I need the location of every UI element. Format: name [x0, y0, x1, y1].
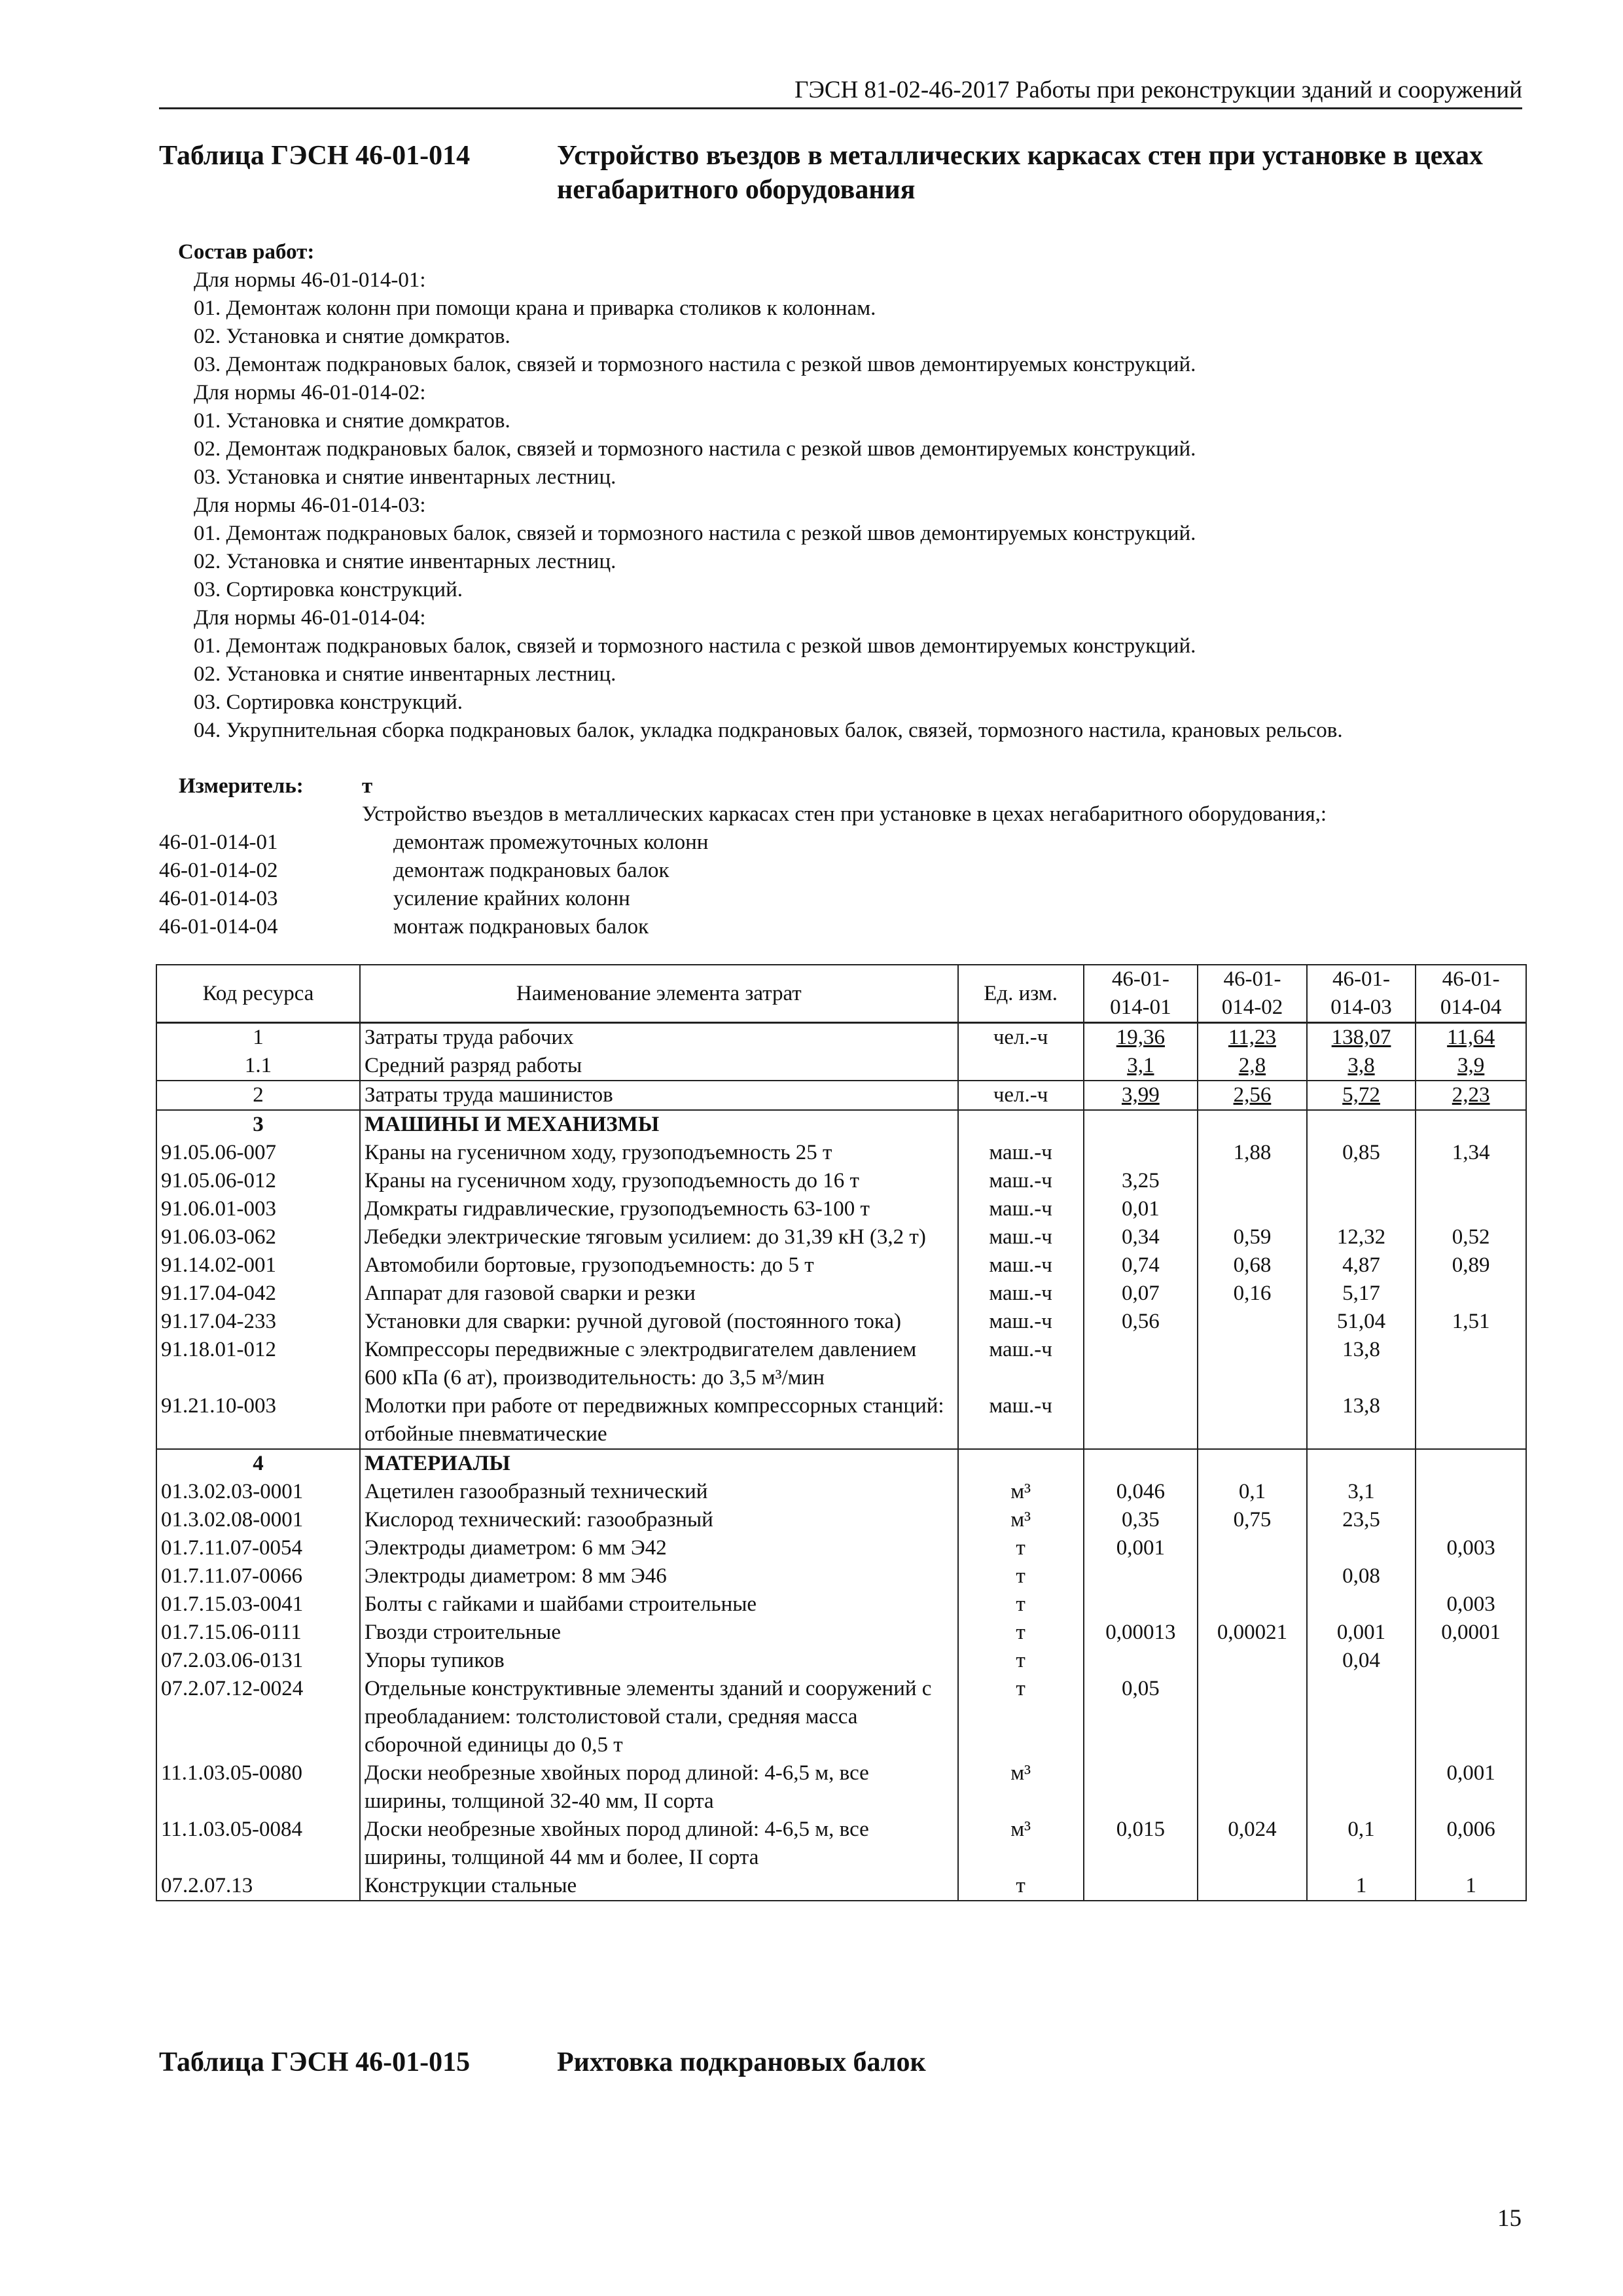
norm-value: 23,5 — [1307, 1506, 1416, 1534]
norm-value — [1416, 1562, 1526, 1590]
norm-value: 0,35 — [1084, 1506, 1198, 1534]
norm-value — [1084, 1449, 1198, 1478]
table-row — [156, 1872, 1526, 1901]
cost-element-name: Ацетилен газообразный технический — [360, 1478, 958, 1506]
norm-value — [1307, 1534, 1416, 1562]
unit-of-measure: т — [958, 1562, 1084, 1590]
norm-value: 19,36 — [1084, 1023, 1198, 1052]
norm-value — [1416, 1195, 1526, 1223]
table-row — [156, 1449, 1526, 1478]
unit-of-measure: чел.-ч — [958, 1081, 1084, 1110]
measure-unit: т — [362, 774, 373, 798]
norm-value: 0,1 — [1307, 1816, 1416, 1872]
unit-of-measure: т — [958, 1647, 1084, 1675]
cost-element-name: Доски необрезные хвойных пород длиной: 4-6,5 м, все ширины, толщиной 44 мм и более, II сорта — [360, 1816, 958, 1872]
norm-value: 13,8 — [1307, 1336, 1416, 1392]
table-row — [156, 1052, 1526, 1081]
norm-value: 1 — [1307, 1872, 1416, 1901]
cost-element-name: Доски необрезные хвойных пород длиной: 4-6,5 м, все ширины, толщиной 32-40 мм, II сорта — [360, 1759, 958, 1816]
table-015-title: Рихтовка подкрановых балок — [557, 2047, 926, 2077]
norm-value: 0,74 — [1084, 1251, 1198, 1280]
page-number: 15 — [1497, 2205, 1522, 2232]
norm-value: 0,01 — [1084, 1195, 1198, 1223]
norm-value — [1307, 1195, 1416, 1223]
norm-value: 1,88 — [1198, 1139, 1307, 1167]
norm-value — [1198, 1872, 1307, 1901]
table-014-label: Таблица ГЭСН 46-01-014 — [159, 141, 471, 171]
resource-code: 91.21.10-003 — [156, 1392, 360, 1449]
norm-value: 0,07 — [1084, 1280, 1198, 1308]
cost-element-name: Болты с гайками и шайбами строительные — [360, 1590, 958, 1619]
norm-code: 46-01-014-02 — [159, 859, 278, 882]
resource-code: 07.2.07.13 — [156, 1872, 360, 1901]
norm-value — [1198, 1647, 1307, 1675]
unit-of-measure — [958, 1052, 1084, 1081]
unit-of-measure: маш.-ч — [958, 1392, 1084, 1449]
norm-value — [1307, 1675, 1416, 1759]
unit-of-measure: м³ — [958, 1816, 1084, 1872]
resource-code: 91.05.06-007 — [156, 1139, 360, 1167]
norm-name: демонтаж промежуточных колонн — [393, 831, 709, 854]
unit-of-measure: т — [958, 1619, 1084, 1647]
work-composition-line: Для нормы 46-01-014-03: — [194, 493, 426, 517]
unit-of-measure: т — [958, 1872, 1084, 1901]
norm-value — [1198, 1590, 1307, 1619]
running-header: ГЭСН 81-02-46-2017 Работы при реконструкции зданий и сооружений — [159, 73, 1522, 109]
work-composition-line: Для нормы 46-01-014-04: — [194, 606, 426, 630]
norm-value: 1,34 — [1416, 1139, 1526, 1167]
norm-value — [1198, 1110, 1307, 1139]
norm-value: 0,001 — [1307, 1619, 1416, 1647]
norm-value — [1084, 1139, 1198, 1167]
norm-value: 0,0001 — [1416, 1619, 1526, 1647]
cost-element-name: Кислород технический: газообразный — [360, 1506, 958, 1534]
norm-value: 0,75 — [1198, 1506, 1307, 1534]
unit-of-measure: м³ — [958, 1506, 1084, 1534]
table-row — [156, 1759, 1526, 1816]
resource-code: 2 — [156, 1081, 360, 1110]
work-composition-line: 02. Установка и снятие домкратов. — [194, 325, 510, 348]
norm-value — [1416, 1392, 1526, 1449]
norm-value — [1084, 1590, 1198, 1619]
norm-value: 1,51 — [1416, 1308, 1526, 1336]
table-row — [156, 1478, 1526, 1506]
norm-value — [1307, 1759, 1416, 1816]
unit-of-measure: маш.-ч — [958, 1280, 1084, 1308]
work-composition-line: 03. Сортировка конструкций. — [194, 578, 463, 601]
norm-code: 46-01-014-01 — [159, 831, 278, 854]
unit-of-measure: т — [958, 1534, 1084, 1562]
norm-value: 0,05 — [1084, 1675, 1198, 1759]
table-row — [156, 1251, 1526, 1280]
norm-value: 0,89 — [1416, 1251, 1526, 1280]
unit-of-measure: т — [958, 1675, 1084, 1759]
norm-value: 0,52 — [1416, 1223, 1526, 1251]
measure-label: Измеритель: — [179, 774, 304, 798]
work-composition-line: 01. Демонтаж подкрановых балок, связей и тормозного настила с резкой швов демонтируемых конструкций. — [194, 634, 1196, 658]
norm-value: 0,34 — [1084, 1223, 1198, 1251]
norm-value — [1198, 1675, 1307, 1759]
resource-code: 91.05.06-012 — [156, 1167, 360, 1195]
resource-code: 91.17.04-042 — [156, 1280, 360, 1308]
resource-code: 1 — [156, 1023, 360, 1052]
resource-code: 01.3.02.03-0001 — [156, 1478, 360, 1506]
norm-value: 0,85 — [1307, 1139, 1416, 1167]
norm-value — [1198, 1449, 1307, 1478]
table-row — [156, 1619, 1526, 1647]
norm-value — [1198, 1167, 1307, 1195]
resource-code: 01.7.15.03-0041 — [156, 1590, 360, 1619]
norm-value: 0,00013 — [1084, 1619, 1198, 1647]
resource-code: 91.06.03-062 — [156, 1223, 360, 1251]
table-row — [156, 1081, 1526, 1110]
table-row — [156, 1336, 1526, 1392]
norm-name: усиление крайних колонн — [393, 887, 630, 910]
work-composition-line: 02. Демонтаж подкрановых балок, связей и тормозного настила с резкой швов демонтируемых конструкций. — [194, 437, 1196, 461]
norm-value — [1416, 1110, 1526, 1139]
table-row — [156, 1534, 1526, 1562]
cost-table-body — [156, 1023, 1526, 1901]
work-composition-line: 01. Установка и снятие домкратов. — [194, 409, 510, 433]
cost-element-name: Краны на гусеничном ходу, грузоподъемность 25 т — [360, 1139, 958, 1167]
norm-value — [1084, 1562, 1198, 1590]
resource-code: 91.14.02-001 — [156, 1251, 360, 1280]
unit-of-measure: т — [958, 1590, 1084, 1619]
unit-of-measure: маш.-ч — [958, 1167, 1084, 1195]
cost-element-name: Установки для сварки: ручной дуговой (постоянного тока) — [360, 1308, 958, 1336]
table-row — [156, 1562, 1526, 1590]
norm-value — [1084, 1336, 1198, 1392]
resource-code: 11.1.03.05-0080 — [156, 1759, 360, 1816]
norm-value — [1084, 1872, 1198, 1901]
norm-value: 3,8 — [1307, 1052, 1416, 1081]
norm-value: 5,72 — [1307, 1081, 1416, 1110]
column-header: Код ресурса — [156, 965, 360, 1023]
norm-value — [1198, 1336, 1307, 1392]
unit-of-measure: чел.-ч — [958, 1023, 1084, 1052]
table-row — [156, 1023, 1526, 1052]
cost-element-name: Отдельные конструктивные элементы зданий и сооружений с преобладанием: толстолистовой стали, средняя масса сборочной единицы до 0,5 т — [360, 1675, 958, 1759]
cost-element-name: Упоры тупиков — [360, 1647, 958, 1675]
table-row — [156, 1506, 1526, 1534]
norm-value — [1084, 1392, 1198, 1449]
resource-code: 01.7.11.07-0066 — [156, 1562, 360, 1590]
norm-value — [1084, 1110, 1198, 1139]
unit-of-measure: маш.-ч — [958, 1336, 1084, 1392]
norm-value: 0,001 — [1084, 1534, 1198, 1562]
norm-value — [1198, 1562, 1307, 1590]
cost-element-name: Электроды диаметром: 8 мм Э46 — [360, 1562, 958, 1590]
norm-value: 11,64 — [1416, 1023, 1526, 1052]
norm-value: 138,07 — [1307, 1023, 1416, 1052]
resource-code: 3 — [156, 1110, 360, 1139]
norm-value — [1307, 1449, 1416, 1478]
unit-of-measure: м³ — [958, 1759, 1084, 1816]
work-composition-list — [178, 266, 1343, 745]
cost-element-name: Конструкции стальные — [360, 1872, 958, 1901]
norm-value: 0,04 — [1307, 1647, 1416, 1675]
norm-name: монтаж подкрановых балок — [393, 915, 649, 939]
norm-value: 0,00021 — [1198, 1619, 1307, 1647]
table-row — [156, 1590, 1526, 1619]
unit-of-measure: маш.-ч — [958, 1139, 1084, 1167]
norm-value: 2,8 — [1198, 1052, 1307, 1081]
resource-code: 07.2.07.12-0024 — [156, 1675, 360, 1759]
work-composition — [178, 238, 1343, 745]
resource-code: 01.3.02.08-0001 — [156, 1506, 360, 1534]
column-header: Ед. изм. — [958, 965, 1084, 1023]
cost-element-name: Краны на гусеничном ходу, грузоподъемность до 16 т — [360, 1167, 958, 1195]
norm-value — [1416, 1647, 1526, 1675]
column-header: 46-01- 014-01 — [1084, 965, 1198, 1023]
work-composition-line: 02. Установка и снятие инвентарных лестниц. — [194, 550, 616, 573]
cost-element-name: Гвозди строительные — [360, 1619, 958, 1647]
norm-value: 2,23 — [1416, 1081, 1526, 1110]
measure-description: Устройство въездов в металлических каркасах стен при установке в цехах негабаритного оборудования,: — [362, 802, 1327, 826]
norm-value: 0,59 — [1198, 1223, 1307, 1251]
work-composition-line: 03. Установка и снятие инвентарных лестниц. — [194, 465, 616, 489]
column-header: 46-01- 014-04 — [1416, 965, 1526, 1023]
resource-code: 07.2.03.06-0131 — [156, 1647, 360, 1675]
resource-code: 01.7.15.06-0111 — [156, 1619, 360, 1647]
table-014-title: Устройство въездов в металлических каркасах стен при установке в цехах негабаритного оборудования — [557, 141, 1483, 205]
norm-value — [1307, 1167, 1416, 1195]
norm-value — [1198, 1759, 1307, 1816]
norm-value: 13,8 — [1307, 1392, 1416, 1449]
norm-value: 0,16 — [1198, 1280, 1307, 1308]
resource-code: 91.17.04-233 — [156, 1308, 360, 1336]
norm-value — [1416, 1449, 1526, 1478]
norm-value: 12,32 — [1307, 1223, 1416, 1251]
unit-of-measure: маш.-ч — [958, 1223, 1084, 1251]
norm-value — [1416, 1336, 1526, 1392]
cost-element-name: Автомобили бортовые, грузоподъемность: до 5 т — [360, 1251, 958, 1280]
work-composition-line: Для нормы 46-01-014-01: — [194, 268, 426, 292]
table-row — [156, 1647, 1526, 1675]
table-row — [156, 1110, 1526, 1139]
norm-value: 3,25 — [1084, 1167, 1198, 1195]
norm-value: 3,9 — [1416, 1052, 1526, 1081]
cost-element-name: Аппарат для газовой сварки и резки — [360, 1280, 958, 1308]
resource-code: 1.1 — [156, 1052, 360, 1081]
table-row — [156, 1308, 1526, 1336]
norm-value — [1307, 1110, 1416, 1139]
table-row — [156, 1392, 1526, 1449]
norm-value: 0,1 — [1198, 1478, 1307, 1506]
work-composition-line: 03. Сортировка конструкций. — [194, 691, 463, 714]
norm-value — [1198, 1534, 1307, 1562]
cost-element-name: Затраты труда рабочих — [360, 1023, 958, 1052]
norm-value — [1307, 1590, 1416, 1619]
work-composition-line: 04. Укрупнительная сборка подкрановых балок, укладка подкрановых балок, связей, тормозного настила, крановых рельсов. — [194, 719, 1343, 742]
unit-of-measure: маш.-ч — [958, 1308, 1084, 1336]
norm-value: 0,015 — [1084, 1816, 1198, 1872]
resource-code: 91.06.01-003 — [156, 1195, 360, 1223]
norm-value — [1198, 1195, 1307, 1223]
cost-element-name: Домкраты гидравлические, грузоподъемность 63-100 т — [360, 1195, 958, 1223]
resource-code: 4 — [156, 1449, 360, 1478]
norm-value: 0,046 — [1084, 1478, 1198, 1506]
norm-value: 11,23 — [1198, 1023, 1307, 1052]
norm-value: 0,024 — [1198, 1816, 1307, 1872]
work-composition-line: Для нормы 46-01-014-02: — [194, 381, 426, 404]
table-row — [156, 1816, 1526, 1872]
norm-code: 46-01-014-03 — [159, 887, 278, 910]
norm-value: 0,08 — [1307, 1562, 1416, 1590]
unit-of-measure — [958, 1449, 1084, 1478]
norm-value: 5,17 — [1307, 1280, 1416, 1308]
norm-value — [1416, 1506, 1526, 1534]
work-composition-heading: Состав работ: — [178, 240, 315, 264]
norm-value: 2,56 — [1198, 1081, 1307, 1110]
norm-code: 46-01-014-04 — [159, 915, 278, 939]
column-header: Наименование элемента затрат — [360, 965, 958, 1023]
table-row — [156, 1675, 1526, 1759]
unit-of-measure — [958, 1110, 1084, 1139]
cost-element-name: Электроды диаметром: 6 мм Э42 — [360, 1534, 958, 1562]
table-row — [156, 1167, 1526, 1195]
norm-value: 3,99 — [1084, 1081, 1198, 1110]
resource-code: 01.7.11.07-0054 — [156, 1534, 360, 1562]
norm-value — [1084, 1759, 1198, 1816]
cost-element-name: Средний разряд работы — [360, 1052, 958, 1081]
norm-value: 0,001 — [1416, 1759, 1526, 1816]
column-header: 46-01- 014-02 — [1198, 965, 1307, 1023]
work-composition-line: 03. Демонтаж подкрановых балок, связей и тормозного настила с резкой швов демонтируемых конструкций. — [194, 353, 1196, 376]
norm-value: 0,003 — [1416, 1590, 1526, 1619]
cost-element-name: Молотки при работе от передвижных компрессорных станций: отбойные пневматические — [360, 1392, 958, 1449]
norm-value — [1084, 1647, 1198, 1675]
work-composition-line: 02. Установка и снятие инвентарных лестниц. — [194, 662, 616, 686]
cost-element-name: Затраты труда машинистов — [360, 1081, 958, 1110]
norm-value — [1416, 1675, 1526, 1759]
norm-value: 3,1 — [1084, 1052, 1198, 1081]
unit-of-measure: м³ — [958, 1478, 1084, 1506]
resource-code: 11.1.03.05-0084 — [156, 1816, 360, 1872]
norm-value — [1198, 1392, 1307, 1449]
norm-value: 3,1 — [1307, 1478, 1416, 1506]
norm-name: демонтаж подкрановых балок — [393, 859, 669, 882]
table-row — [156, 1139, 1526, 1167]
table-row — [156, 1223, 1526, 1251]
cost-element-name: МАТЕРИАЛЫ — [360, 1449, 958, 1478]
work-composition-line: 01. Демонтаж колонн при помощи крана и приварка столиков к колоннам. — [194, 296, 876, 320]
cost-table — [156, 964, 1527, 1901]
norm-value — [1198, 1308, 1307, 1336]
norm-value: 4,87 — [1307, 1251, 1416, 1280]
table-row — [156, 1280, 1526, 1308]
table-row — [156, 1195, 1526, 1223]
cost-element-name: МАШИНЫ И МЕХАНИЗМЫ — [360, 1110, 958, 1139]
cost-table-header — [156, 965, 1526, 1023]
norm-value: 51,04 — [1307, 1308, 1416, 1336]
column-header: 46-01- 014-03 — [1307, 965, 1416, 1023]
norm-value — [1416, 1478, 1526, 1506]
norm-value — [1416, 1280, 1526, 1308]
resource-code: 91.18.01-012 — [156, 1336, 360, 1392]
cost-element-name: Лебедки электрические тяговым усилием: до 31,39 кН (3,2 т) — [360, 1223, 958, 1251]
cost-element-name: Компрессоры передвижные с электродвигателем давлением 600 кПа (6 ат), производительность: до 3,5 м³/мин — [360, 1336, 958, 1392]
norm-value: 0,003 — [1416, 1534, 1526, 1562]
work-composition-line: 01. Демонтаж подкрановых балок, связей и тормозного настила с резкой швов демонтируемых конструкций. — [194, 522, 1196, 545]
norm-value — [1416, 1167, 1526, 1195]
norm-value: 0,006 — [1416, 1816, 1526, 1872]
unit-of-measure: маш.-ч — [958, 1195, 1084, 1223]
table-015-label: Таблица ГЭСН 46-01-015 — [159, 2047, 471, 2077]
norm-value: 0,56 — [1084, 1308, 1198, 1336]
unit-of-measure: маш.-ч — [958, 1251, 1084, 1280]
norm-value: 0,68 — [1198, 1251, 1307, 1280]
norm-value: 1 — [1416, 1872, 1526, 1901]
